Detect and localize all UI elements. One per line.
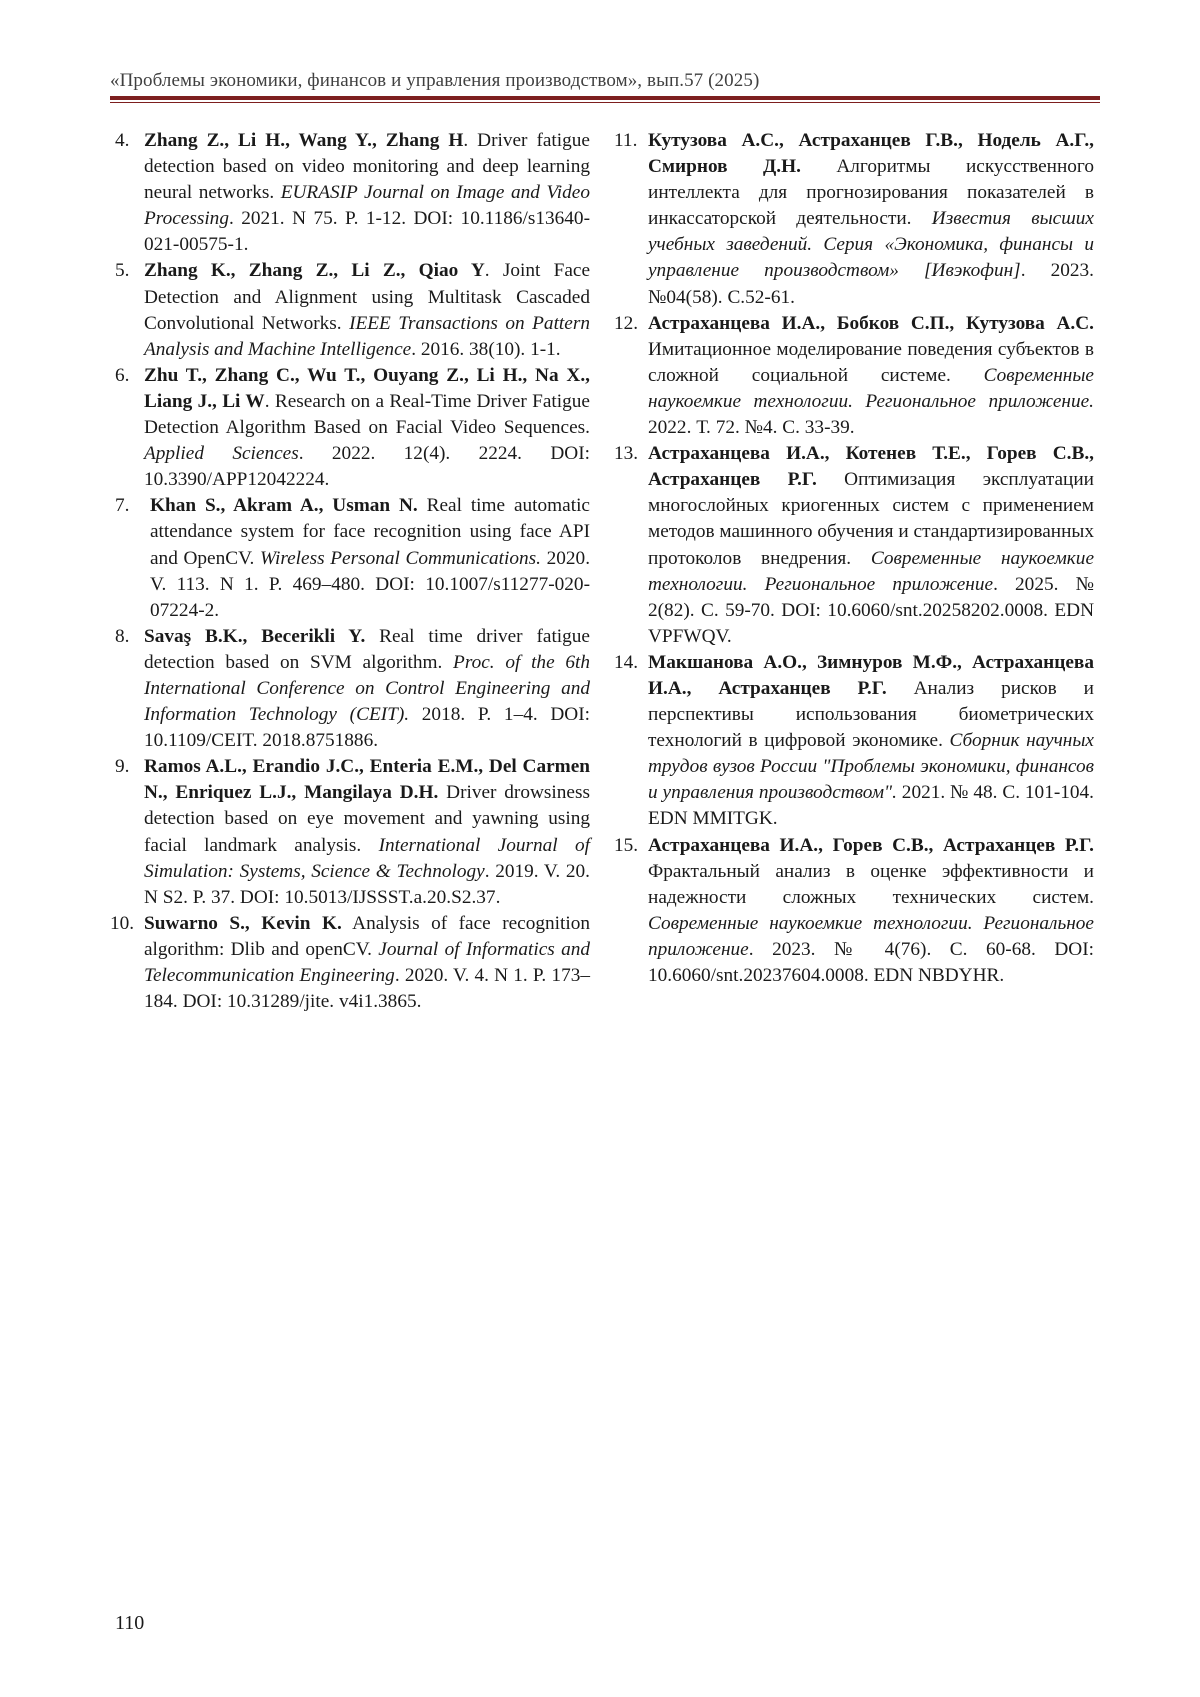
reference-details: 2022. Т. 72. №4. С. 33-39. bbox=[648, 417, 855, 439]
left-column bbox=[110, 128, 590, 1015]
reference-source: Современные наукоемкие технологии. Региональное приложение bbox=[648, 912, 1094, 960]
reference-source: Известия высших учебных заведений. Серия «Экономика, финансы и управление производством» [Ивэкофин] bbox=[648, 208, 1094, 282]
reference-authors: Ramos A.L., Erandio J.C., Enteria E.M., Del Carmen N., Enriquez L.J., Mangilaya D.H. bbox=[144, 756, 590, 804]
reference-title: Алгоритмы искусственного интеллекта для прогнозирования показателей в инкассаторской деятельности. bbox=[648, 156, 1094, 230]
reference-item: 9. Ramos A.L., Erandio J.C., Enteria E.M., Del Carmen N., Enriquez L.J., Mangilaya D.H. Driver drowsiness detection based on eye movement and yawning using facial landmark analysis. International Journal of Simulation: Systems, Science & Technology. 2019. V. 20. N S2. P. 37. DOI: 10.5013/IJSSST.a.20.S2.37. bbox=[115, 756, 590, 908]
reference-item: 12. Астраханцева И.А., Бобков С.П., Кутузова А.С. Имитационное моделирование поведения субъектов в сложной социальной системе. Современные наукоемкие технологии. Региональное приложение. 2022. Т. 72. №4. С. 33-39. bbox=[614, 312, 1094, 439]
reference-details: . 2020. V. 4. N 1. P. 173–184. DOI: 10.31289/jite. v4i1.3865. bbox=[144, 965, 590, 1013]
reference-authors: Zhang K., Zhang Z., Li Z., Qiao Y bbox=[144, 260, 485, 282]
reference-authors: Savaş B.K., Becerikli Y. bbox=[144, 625, 366, 647]
reference-source: Wireless Personal Communications. bbox=[259, 547, 541, 569]
reference-title: Analysis of face recognition algorithm: Dlib and openCV. bbox=[144, 912, 591, 960]
header-rule bbox=[110, 96, 1100, 100]
reference-details: . 2023. № 4(76). С. 60-68. DOI: 10.6060/snt.20237604.0008. EDN NBDYHR. bbox=[648, 938, 1094, 986]
reference-item: 10. Suwarno S., Kevin K. Analysis of face recognition algorithm: Dlib and openCV. Journal of Informatics and Telecommunication Engineering. 2020. V. 4. N 1. P. 173–184. DOI: 10.31289/jite. v4i1.3865. bbox=[110, 912, 591, 1013]
reference-item: 8. Savaş B.K., Becerikli Y. Real time driver fatigue detection based on SVM algorithm. Proc. of the 6th International Conference on Control Engineering and Information Technology (CEIT). 2018. P. 1–4. DOI: 10.1109/CEIT. 2018.8751886. bbox=[115, 625, 590, 752]
reference-item: 15. Астраханцева И.А., Горев С.В., Астраханцев Р.Г. Фрактальный анализ в оценке эффективности и надежности сложных технических систем. Современные наукоемкие технологии. Региональное приложение. 2023. № 4(76). С. 60-68. DOI: 10.6060/snt.20237604.0008. EDN NBDYHR. bbox=[614, 834, 1094, 986]
reference-details: . 2022. 12(4). 2224. DOI: 10.3390/APP12042224. bbox=[144, 443, 590, 491]
reference-authors: Zhu T., Zhang C., Wu T., Ouyang Z., Li H., Na X., Liang J., Li W bbox=[144, 364, 590, 412]
reference-title: Оптимизация эксплуатации многослойных криогенных систем с применением методов машинного обучения и стандартизированных протоколов внедрения. bbox=[648, 469, 1094, 569]
reference-item: 7. Khan S., Akram A., Usman N. Real time automatic attendance system for face recognition using face API and OpenCV. Wireless Personal Communications. 2020. V. 113. N 1. P. 469–480. DOI: 10.1007/s11277-020-07224-2. bbox=[115, 495, 591, 621]
right-column bbox=[614, 128, 1094, 989]
reference-title: . Driver fatigue detection based on video monitoring and deep learning neural networks. bbox=[144, 130, 590, 204]
reference-source: Современные наукоемкие технологии. Региональное приложение. bbox=[648, 364, 1094, 412]
reference-item: 6. Zhu T., Zhang C., Wu T., Ouyang Z., Li H., Na X., Liang J., Li W. Research on a Real-Time Driver Fatigue Detection Algorithm Based on Facial Video Sequences. Applied Sciences. 2022. 12(4). 2224. DOI: 10.3390/APP12042224. bbox=[115, 364, 590, 491]
reference-details: 2020. V. 113. N 1. P. 469–480. DOI: 10.1007/s11277-020-07224-2. bbox=[150, 547, 591, 621]
reference-item: 14. Макшанова А.О., Зимнуров М.Ф., Астраханцева И.А., Астраханцев Р.Г. Анализ рисков и перспективы использования биометрических технологий в цифровой экономике. Сборник научных трудов вузов России "Проблемы экономики, финансов и управления производством". 2021. № 48. С. 101-104. EDN MMITGK. bbox=[614, 651, 1094, 830]
reference-title: . Joint Face Detection and Alignment using Multitask Cascaded Convolutional Networks. bbox=[144, 260, 590, 334]
reference-title: Имитационное моделирование поведения субъектов в сложной социальной системе. bbox=[648, 338, 1094, 386]
reference-details: . 2021. N 75. P. 1-12. DOI: 10.1186/s13640-021-00575-1. bbox=[144, 208, 590, 256]
reference-details: . 2016. 38(10). 1-1. bbox=[411, 338, 561, 360]
reference-title: Real time automatic attendance system for face recognition using face API and OpenCV. bbox=[150, 495, 590, 569]
reference-source: Proc. of the 6th International Conference on Control Engineering and Information Technology (CEIT). bbox=[144, 651, 590, 726]
reference-authors: Suwarno S., Kevin K. bbox=[144, 912, 342, 934]
reference-item: 4. Zhang Z., Li H., Wang Y., Zhang H. Driver fatigue detection based on video monitoring and deep learning neural networks. EURASIP Journal on Image and Video Processing. 2021. N 75. P. 1-12. DOI: 10.1186/s13640-021-00575-1. bbox=[115, 130, 590, 256]
reference-title: Driver drowsiness detection based on eye movement and yawning using facial landmark analysis. bbox=[144, 782, 590, 856]
reference-source: EURASIP Journal on Image and Video Processing bbox=[144, 182, 590, 230]
reference-authors: Макшанова А.О., Зимнуров М.Ф., Астраханцева И.А., Астраханцев Р.Г. bbox=[648, 651, 1094, 699]
reference-authors: Астраханцева И.А., Горев С.В., Астраханцев Р.Г. bbox=[648, 834, 1094, 856]
reference-source: Journal of Informatics and Telecommunication Engineering bbox=[144, 938, 591, 986]
running-header: «Проблемы экономики, финансов и управления производством», вып.57 (2025) bbox=[110, 70, 760, 91]
reference-title: Анализ рисков и перспективы использования биометрических технологий в цифровой экономике. bbox=[648, 677, 1094, 752]
reference-authors: Астраханцева И.А., Бобков С.П., Кутузова А.С. bbox=[648, 312, 1094, 334]
header-rule-thin bbox=[110, 102, 1100, 103]
page-number: 110 bbox=[115, 1612, 145, 1634]
reference-source: IEEE Transactions on Pattern Analysis and Machine Intelligence bbox=[144, 312, 590, 360]
reference-details: . 2023. №04(58). С.52-61. bbox=[648, 260, 1094, 308]
reference-details: 2018. P. 1–4. DOI: 10.1109/CEIT. 2018.8751886. bbox=[144, 704, 590, 752]
reference-item: 5. Zhang K., Zhang Z., Li Z., Qiao Y. Joint Face Detection and Alignment using Multitask Cascaded Convolutional Networks. IEEE Transactions on Pattern Analysis and Machine Intelligence. 2016. 38(10). 1-1. bbox=[115, 260, 590, 360]
reference-item: 11. Кутузова А.С., Астраханцев Г.В., Нодель А.Г., Смирнов Д.Н. Алгоритмы искусственного интеллекта для прогнозирования показателей в инкассаторской деятельности. Известия высших учебных заведений. Серия «Экономика, финансы и управление производством» [Ивэкофин]. 2023. №04(58). С.52-61. bbox=[614, 130, 1094, 308]
reference-authors: Астраханцева И.А., Котенев Т.Е., Горев С.В., Астраханцев Р.Г. bbox=[648, 443, 1094, 491]
reference-item: 13. Астраханцева И.А., Котенев Т.Е., Горев С.В., Астраханцев Р.Г. Оптимизация эксплуатации многослойных криогенных систем с применением методов машинного обучения и стандартизированных протоколов внедрения. Современные наукоемкие технологии. Региональное приложение. 2025. № 2(82). С. 59-70. DOI: 10.6060/snt.20258202.0008. EDN VPFWQV. bbox=[614, 443, 1094, 647]
reference-source: International Journal of Simulation: Systems, Science & Technology bbox=[144, 834, 590, 882]
reference-details: 2021. № 48. С. 101-104. EDN MMITGK. bbox=[648, 782, 1094, 830]
reference-title: Real time driver fatigue detection based on SVM algorithm. bbox=[144, 625, 590, 673]
reference-source: Applied Sciences bbox=[144, 443, 299, 465]
reference-details: . 2019. V. 20. N S2. P. 37. DOI: 10.5013/IJSSST.a.20.S2.37. bbox=[144, 860, 590, 908]
reference-source: Сборник научных трудов вузов России "Проблемы экономики, финансов и управления производством". bbox=[648, 730, 1094, 804]
reference-authors: Zhang Z., Li H., Wang Y., Zhang H bbox=[144, 130, 464, 151]
reference-authors: Khan S., Akram A., Usman N. bbox=[150, 495, 418, 517]
reference-authors: Кутузова А.С., Астраханцев Г.В., Нодель А.Г., Смирнов Д.Н. bbox=[648, 130, 1094, 178]
reference-details: . 2025. № 2(82). С. 59-70. DOI: 10.6060/snt.20258202.0008. EDN VPFWQV. bbox=[648, 573, 1094, 647]
reference-source: Современные наукоемкие технологии. Региональное приложение bbox=[648, 547, 1094, 595]
reference-title: . Research on a Real-Time Driver Fatigue Detection Algorithm Based on Facial Video Sequences. bbox=[144, 390, 590, 439]
reference-title: Фрактальный анализ в оценке эффективности и надежности сложных технических систем. bbox=[648, 860, 1094, 908]
